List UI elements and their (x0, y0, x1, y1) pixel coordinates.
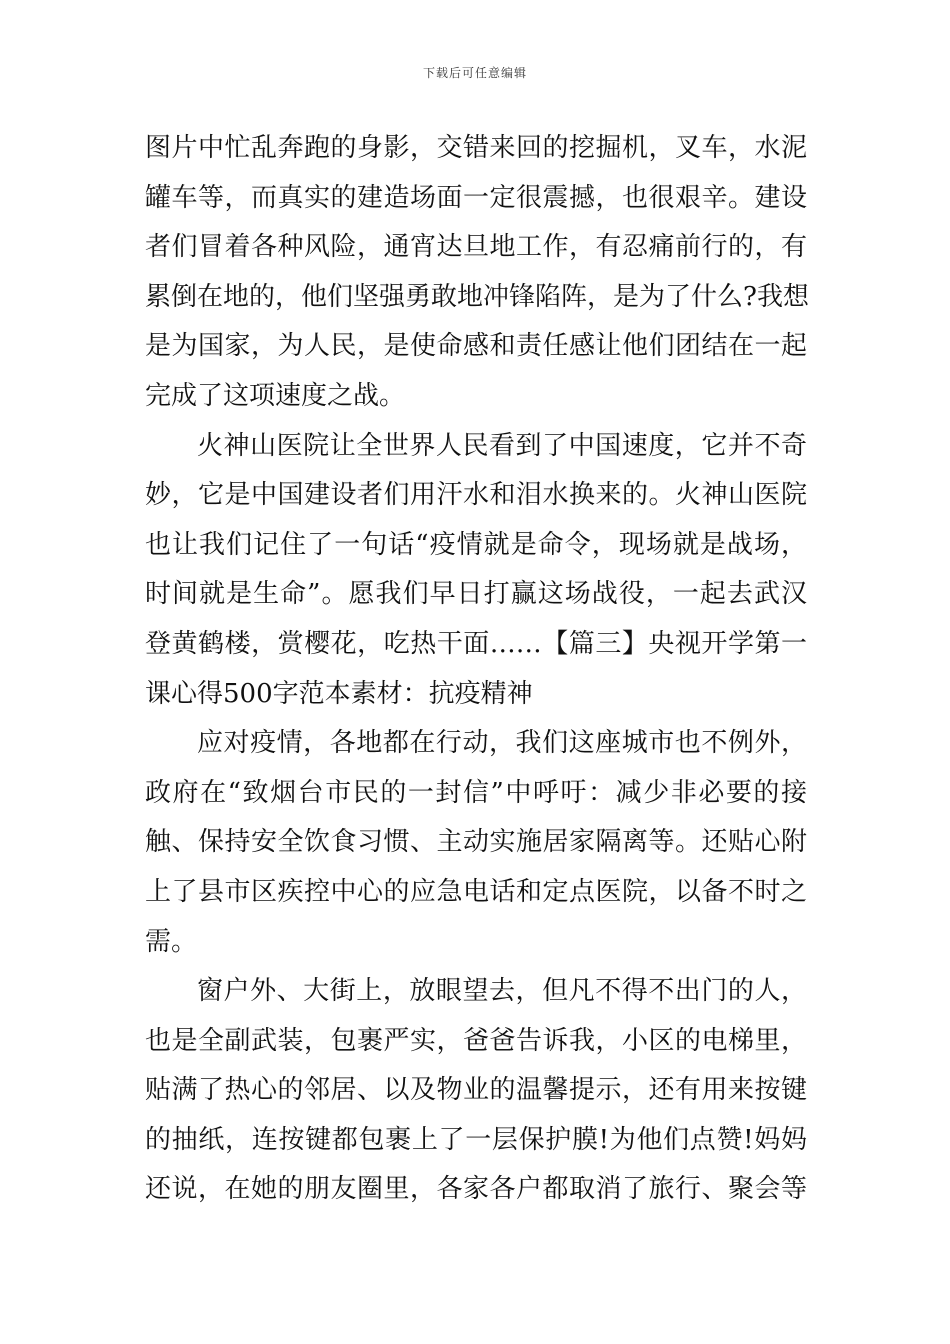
text-line: 火神山医院让全世界人民看到了中国速度，它并不奇 (197, 430, 807, 461)
text-line: 累倒在地的，他们坚强勇敢地冲锋陷阵，是为了什么?我想 (145, 281, 809, 312)
text-line: 罐车等，而真实的建造场面一定很震撼，也很艰辛。建设 (145, 182, 807, 213)
text-line: 也让我们记住了一句话“疫情就是命令，现场就是战场， (145, 529, 807, 560)
text-line: 者们冒着各种风险，通宵达旦地工作，有忍痛前行的，有 (145, 232, 807, 263)
text-line: 触、保持安全饮食习惯、主动实施居家隔离等。还贴心附 (145, 827, 807, 858)
text-line: 图片中忙乱奔跑的身影，交错来回的挖掘机，叉车，水泥 (145, 133, 807, 163)
text-line: 妙，它是中国建设者们用汗水和泪水换来的。火神山医院 (145, 480, 807, 511)
document-body (145, 124, 807, 1215)
text-line: 上了县市区疾控中心的应急电话和定点医院，以备不时之 (145, 876, 807, 907)
text-line: 也是全副武装，包裹严实，爸爸告诉我，小区的电梯里， (145, 1025, 807, 1056)
text-line: 时间就是生命”。愿我们早日打赢这场战役，一起去武汉 (145, 579, 807, 610)
text-line: 登黄鹤楼，赏樱花，吃热干面……【篇三】央视开学第一 (145, 628, 807, 659)
text-line: 应对疫情，各地都在行动，我们这座城市也不例外， (197, 728, 807, 759)
paragraph (145, 124, 807, 422)
text-line: 还说，在她的朋友圈里，各家各户都取消了旅行、聚会等 (145, 1174, 807, 1205)
text-line: 窗户外、大街上，放眼望去，但凡不得不出门的人， (197, 976, 807, 1007)
page-header: 下载后可任意编辑 (422, 66, 527, 80)
text-line: 贴满了热心的邻居、以及物业的温馨提示，还有用来按键 (145, 1075, 807, 1106)
text-line: 完成了这项速度之战。 (145, 380, 406, 411)
text-line: 需。 (145, 926, 198, 957)
paragraph (145, 967, 807, 1215)
text-line: 课心得500字范本素材：抗疫精神 (145, 678, 533, 709)
text-line: 是为国家，为人民，是使命感和责任感让他们团结在一起 (145, 331, 807, 362)
text-line: 政府在“致烟台市民的一封信”中呼吁：减少非必要的接 (145, 777, 807, 808)
text-line: 的抽纸，连按键都包裹上了一层保护膜!为他们点赞!妈妈 (145, 1124, 807, 1155)
paragraph (145, 422, 807, 720)
paragraph (145, 719, 807, 967)
